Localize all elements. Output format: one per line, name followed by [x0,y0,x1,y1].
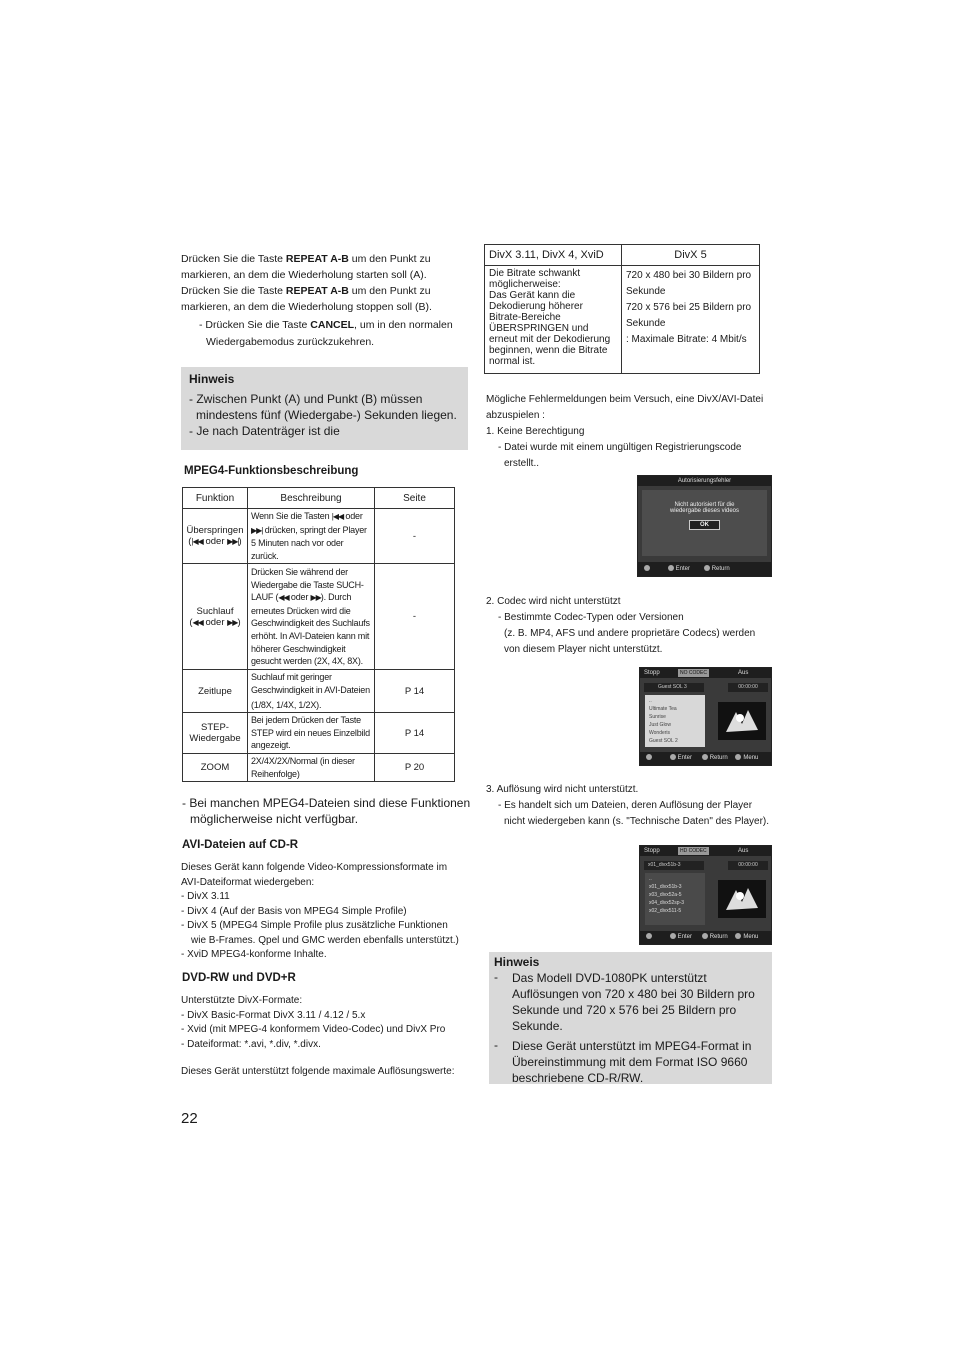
navigation-pad-icon [646,754,652,760]
cell-text: oder [288,592,311,603]
footer-label: Menu [743,755,759,761]
no-codec-screen [639,667,772,766]
page-cell: - [375,564,455,670]
dialog-text: Nicht autorisiert für die [674,502,735,508]
cell-text: gesucht werden (2X, 4X, 8X). [251,656,363,667]
text: , um in den normalen [354,319,453,331]
screen-header [640,668,771,678]
return-icon [702,933,708,939]
cell-text: normal ist. [489,356,536,367]
cell-text: STEP- [201,722,229,734]
skip-forward-icon: ▶▶| [227,537,239,547]
function-cell [183,564,248,670]
list-item[interactable]: Just Glow [649,722,671,728]
divx-formats-list [181,994,445,1052]
screen-footer [640,931,771,944]
section-title-avi: AVI-Dateien auf CD-R [182,839,299,851]
cell-text: drücken, springt der Player [262,524,367,535]
hint-line: beschriebene CD-R/RW. [512,1071,644,1085]
table-cell [622,266,760,374]
hint-line: mindestens fünf (Wiedergabe-) Sekunden liegen. [196,408,457,422]
fast-forward-icon: ▶▶ [227,617,238,627]
cell-text: Wiedergabe die Taste SUCH- [251,579,364,590]
footer-label: Menu [743,934,759,940]
stop-label: Stopp [644,670,660,676]
cell-text: Sekunde [626,286,666,297]
cell-text: Drücken Sie während der [251,567,348,577]
column-header: Beschreibung [248,488,375,509]
cell-text: Geschwindigkeit in AVI-Dateien [251,684,370,695]
text: markieren, an dem die Wiederholung stoppen soll (B). [181,301,432,313]
error-heading: 3. Auflösung wird nicht unterstützt. [486,784,639,795]
file-list [645,873,705,925]
stop-label: Stopp [644,848,660,854]
folder-name: x01_divx51b-3 [644,861,704,870]
list-item[interactable]: Sunrise [649,714,666,720]
cell-text: : Maximale Bitrate: 4 Mbit/s [626,334,747,345]
page-cell: P 14 [375,670,455,713]
enter-icon [670,933,676,939]
fast-forward-icon: ▶▶ [310,593,321,603]
column-header: Seite [375,488,455,509]
cell-text: ) [237,616,241,628]
text: Wiedergabemodus zurückzukehren. [206,336,375,348]
text: - Datei wurde mit einem ungültigen Registrierungscode [498,442,742,453]
description-cell [248,670,375,713]
note-line: - Bei manchen MPEG4-Dateien sind diese Funktionen [182,796,471,810]
list-item[interactable]: Wonderis [649,730,671,736]
cell-text: 5 Minuten nach vor oder [251,538,344,549]
cell-text: erhöht. In AVI-Dateien kann mit [251,630,370,641]
function-cell [183,509,248,564]
error-dialog [642,490,767,556]
cell-text: oder [202,616,228,628]
folder-name: Guest SOL 3 [644,683,704,692]
avi-formats-list [181,861,459,963]
return-icon [704,565,710,571]
cell-text: ) [238,536,242,548]
page-number: 22 [181,1110,198,1127]
cell-text: Wenn Sie die Tasten [251,511,332,521]
cell-text: Die Bitrate schwankt [489,268,581,279]
rewind-icon: ◀◀ [278,593,289,603]
list-item: - XviD MPEG4-konforme Inhalte. [181,949,327,960]
text: um den Punkt zu [348,285,431,297]
cell-text: erneutes Drücken wird die [251,605,351,616]
cell-text: möglicherweise: [489,279,561,290]
list-item[interactable]: .. [649,876,652,882]
list-item: - DivX Basic-Format DivX 3.11 / 4.12 / 5.x [181,1009,366,1021]
list-item: Unterstützte DivX-Formate: [181,995,303,1006]
list-item: wie B-Frames. Qpel und GMC werden ebenfalls unterstützt.) [191,934,459,946]
cell-text: erneut mit der Dekodierung [489,334,611,345]
hint-line: Sekunde. [512,1019,563,1033]
hint-box-2 [489,952,772,1084]
footer-label: Return [711,566,730,572]
mpeg4-note [182,795,470,827]
page-cell: P 20 [375,753,455,781]
hint-line: Auflösungen von 720 x 480 bei 30 Bildern pro [512,987,755,1001]
note-line: möglicherweise nicht verfügbar. [190,812,359,826]
table-header-row [183,488,455,509]
text: von diesem Player nicht unterstützt. [504,644,663,655]
cell-text: höherer Geschwindigkeit [251,643,346,654]
dialog-text: wiedergabe dieses videos [669,508,740,514]
list-item: AVI-Dateiformat wiedergeben: [181,876,315,888]
list-item: - Xvid (mit MPEG-4 konformem Video-Codec) und DivX Pro [181,1024,446,1035]
hint-line: Sekunde und 720 x 576 bei 25 Bildern pro [512,1003,737,1017]
cell-text: zurück. [251,550,279,561]
function-cell: Zeitlupe [183,670,248,713]
return-icon [702,754,708,760]
list-item: - DivX 3.11 [181,891,230,902]
list-item: - DivX 4 (Auf der Basis von MPEG4 Simple Profile) [181,905,407,917]
ok-button[interactable]: OK [689,520,720,530]
cell-text: 2X/4X/2X/Normal (in dieser [251,755,355,766]
cell-text: STEP wird ein neues Einzelbild [251,727,370,738]
hint-line: Das Modell DVD-1080PK unterstützt [512,971,707,985]
cell-text: Wiedergabe [189,733,241,745]
text: abzuspielen : [486,410,545,421]
time-display: 00:00:00 [728,683,768,692]
authorization-error-screen [637,475,772,577]
codec-badge: NO CODEC [680,670,707,676]
skip-forward-icon: ▶▶| [251,525,263,535]
function-cell: ZOOM [183,753,248,781]
list-item[interactable]: Ultimate Tea [649,706,677,712]
file-list [645,695,705,747]
navigation-pad-icon [646,933,652,939]
list-item[interactable]: x02_divx511-5 [649,908,682,914]
footer-label: Enter [675,566,691,572]
description-cell [248,713,375,754]
screen-header [640,846,771,856]
rewind-icon: ◀◀ [192,617,203,627]
footer-label: Enter [677,934,693,940]
repeat-label: Aus [738,670,749,676]
cell-text: Überspringen [186,525,244,537]
preview-thumbnail [718,702,766,740]
hint-box-1 [181,367,468,450]
cell-text: oder [343,511,363,521]
section-title-dvd: DVD-RW und DVD+R [182,972,296,984]
cell-text: oder [202,536,228,548]
skip-back-icon: |◀◀ [191,537,203,547]
cell-text: Geschwindigkeit des Suchlaufs [251,618,370,629]
hint-line: Übereinstimmung mit dem Format ISO 9660 [512,1055,748,1069]
key-name: REPEAT A-B [285,253,349,265]
enter-icon [670,754,676,760]
cell-text: ( [188,536,192,548]
key-name: CANCEL [310,319,355,331]
page-cell: P 14 [375,713,455,754]
description-cell [248,564,375,670]
mpeg4-function-table [182,487,455,782]
list-item: - DivX 5 (MPEG4 Simple Profile plus zusätzliche Funktionen [181,920,448,931]
list-item[interactable]: x01_divx51b-3 [649,884,682,890]
list-item[interactable]: x04_divx52sp-3 [649,900,685,906]
column-header: DivX 5 [622,245,760,266]
hint-line: - Je nach Datenträger ist die [189,424,340,438]
cell-text: angezeigt. [251,740,291,751]
table-row [183,713,455,754]
text: - Es handelt sich um Dateien, deren Auflösung der Player [498,800,753,811]
codec-badge: HD CODEC [680,848,707,854]
hint-bullet: - Das Modell DVD-1080PK unterstützt Auflösungen von 720 x 480 bei 30 Bildern pro Sekunde und 720 x 576 bei 25 Bildern pro Sekunde. [494,970,772,1034]
text: (z. B. MP4, AFS und andere proprietäre Codecs) werden [504,628,756,639]
screen-footer [640,752,771,765]
error-messages-intro [486,392,763,472]
cell-text: Reihenfolge) [251,768,300,779]
table-row [183,564,455,670]
table-row [183,670,455,713]
function-cell [183,713,248,754]
menu-icon [735,754,741,760]
list-item[interactable]: x03_divx52a-5 [649,892,682,898]
text: um den Punkt zu [348,253,431,265]
time-display: 00:00:00 [728,861,768,870]
list-item: Dieses Gerät kann folgende Video-Kompressionsformate im [181,862,448,873]
cell-text: Bei jedem Drücken der Taste [251,715,361,726]
hint-title: Hinweis [189,372,235,386]
hint-line: - Zwischen Punkt (A) und Punkt (B) müssen [189,392,423,406]
cell-text: (1/8X, 1/4X, 1/2X). [251,699,322,710]
skip-back-icon: |◀◀ [331,512,344,521]
enter-icon [668,565,674,571]
footer-label: Return [709,934,728,940]
preview-thumbnail [718,880,766,918]
cell-text: ( [189,616,193,628]
table-cell [485,266,622,374]
table-row [183,509,455,564]
page-cell: - [375,509,455,564]
hd-codec-screen [639,845,772,945]
text: Drücken Sie die Taste [181,253,286,265]
screen-title: Autorisierungsfehler [638,476,771,486]
description-cell [248,753,375,781]
text: - Drücken Sie die Taste [199,319,311,331]
text: Mögliche Fehlermeldungen beim Versuch, eine DivX/AVI-Datei [486,394,764,405]
cell-text: Das Gerät kann die [489,290,576,301]
error-heading: 2. Codec wird nicht unterstützt [486,596,621,607]
hint-line: Diese Gerät unterstützt im MPEG4-Format in [512,1039,752,1053]
cell-text: ). Durch [320,592,352,603]
navigation-pad-icon [644,565,650,571]
text: markieren, an dem die Wiederholung starten soll (A). [181,269,427,281]
cell-text: beginnen, wenn die Bitrate [489,345,608,356]
hint-title: Hinweis [494,955,540,969]
section-title-mpeg4: MPEG4-Funktionsbeschreibung [184,465,359,477]
footer-label: Enter [677,755,693,761]
error-heading: 1. Keine Berechtigung [486,426,585,437]
hint-bullet: - Diese Gerät unterstützt im MPEG4-Format in Übereinstimmung mit dem Format ISO 9660 beschriebene CD-R/RW. [494,1038,772,1086]
column-header: DivX 3.11, DivX 4, XviD [485,245,622,266]
text: erstellt.. [504,458,540,469]
list-item: - Dateiformat: *.avi, *.div, *.divx. [181,1038,321,1050]
screen-footer [638,562,771,576]
table-row [183,753,455,781]
text: - Bestimmte Codec-Typen oder Versionen [498,612,684,623]
list-item[interactable]: .. [649,698,652,704]
repeat-ab-instructions [181,251,471,350]
cell-text: LAUF ( [251,592,279,603]
cell-text: 720 x 480 bei 30 Bildern pro [626,270,752,281]
footer-label: Return [709,755,728,761]
max-resolution-text: Dieses Gerät unterstützt folgende maximale Auflösungswerte: [181,1066,455,1077]
cell-text: Suchlauf mit geringer [251,672,332,683]
cell-text: 720 x 576 bei 25 Bildern pro [626,302,752,313]
cell-text: Dekodierung höherer [489,301,583,312]
cell-text: ÜBERSPRINGEN und [489,323,589,334]
repeat-label: Aus [738,848,749,854]
list-item[interactable]: Guest SOL 2 [649,738,678,744]
menu-icon [735,933,741,939]
text: nicht wiedergeben kann (s. "Technische Daten" des Player). [504,816,770,827]
description-cell [248,509,375,564]
cell-text: Sekunde [626,318,666,329]
codec-error-text [486,594,755,658]
column-header: Funktion [183,488,248,509]
resolution-error-text [486,782,769,830]
divx-resolution-table [484,244,760,374]
cell-text: Suchlauf [196,605,234,617]
key-name: REPEAT A-B [285,285,349,297]
text: Drücken Sie die Taste [181,285,286,297]
cell-text: Bitrate-Bereiche [489,312,561,323]
